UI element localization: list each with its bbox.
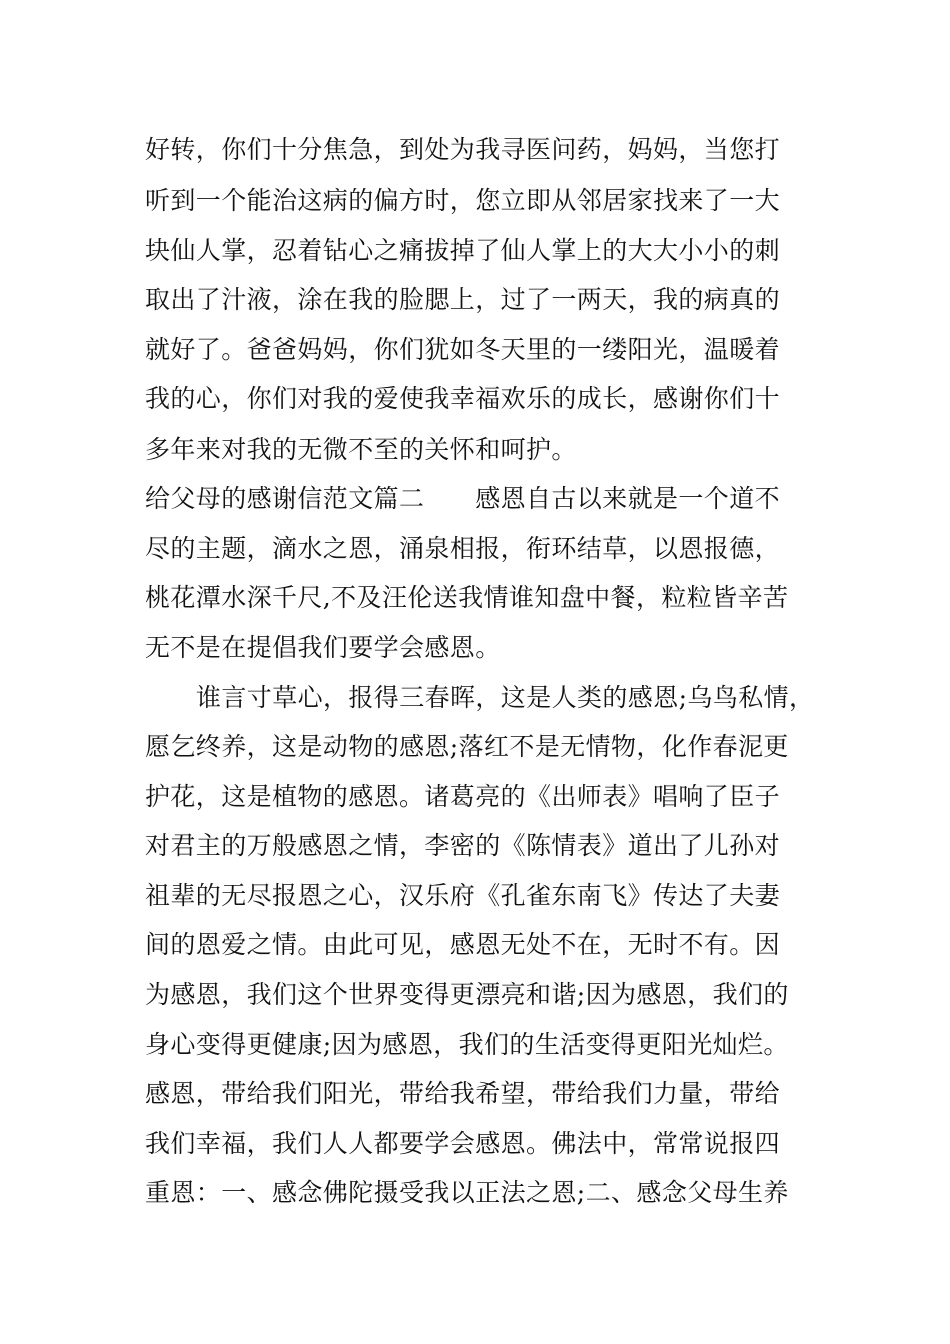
text-line: 无不是在提倡我们要学会感恩。 xyxy=(145,633,501,662)
section-heading-line: 给父母的感谢信范文篇二 感恩自古以来就是一个道不 xyxy=(145,484,781,513)
text-line: 听到一个能治这病的偏方时，您立即从邻居家找来了一大 xyxy=(145,186,781,215)
text-line: 尽的主题，滴水之恩，涌泉相报，衔环结草，以恩报德， xyxy=(145,534,781,563)
text-line: 取出了汁液，涂在我的脸腮上，过了一两天，我的病真的 xyxy=(145,285,781,314)
text-line: 护花，这是植物的感恩。诸葛亮的《出师表》唱响了臣子 xyxy=(145,782,781,811)
text-line: 身心变得更健康;因为感恩，我们的生活变得更阳光灿烂。 xyxy=(145,1030,789,1059)
paragraph-first-line: 谁言寸草心，报得三春晖，这是人类的感恩;乌鸟私情， xyxy=(196,683,815,712)
text-line: 祖辈的无尽报恩之心，汉乐府《孔雀东南飞》传达了夫妻 xyxy=(145,881,781,910)
text-line: 我们幸福，我们人人都要学会感恩。佛法中，常常说报四 xyxy=(145,1129,781,1158)
text-line: 块仙人掌，忍着钻心之痛拔掉了仙人掌上的大大小小的刺 xyxy=(145,236,781,265)
text-line: 重恩：一、感念佛陀摄受我以正法之恩;二、感念父母生养 xyxy=(145,1178,789,1207)
text-line: 为感恩，我们这个世界变得更漂亮和谐;因为感恩，我们的 xyxy=(145,980,789,1009)
text-line: 感恩，带给我们阳光，带给我希望，带给我们力量，带给 xyxy=(145,1079,781,1108)
text-line: 愿乞终养，这是动物的感恩;落红不是无情物，化作春泥更 xyxy=(145,732,789,761)
text-line: 桃花潭水深千尺,不及汪伦送我情谁知盘中餐，粒粒皆辛苦 xyxy=(145,583,789,612)
text-line: 我的心，你们对我的爱使我幸福欢乐的成长，感谢你们十 xyxy=(145,384,781,413)
text-line: 好转，你们十分焦急，到处为我寻医问药，妈妈，当您打 xyxy=(145,135,781,164)
text-line: 就好了。爸爸妈妈，你们犹如冬天里的一缕阳光，温暖着 xyxy=(145,335,781,364)
text-line: 间的恩爱之情。由此可见，感恩无处不在，无时不有。因 xyxy=(145,930,781,959)
text-line: 对君主的万般感恩之情，李密的《陈情表》道出了儿孙对 xyxy=(145,831,781,860)
text-line: 多年来对我的无微不至的关怀和呵护。 xyxy=(145,435,577,464)
